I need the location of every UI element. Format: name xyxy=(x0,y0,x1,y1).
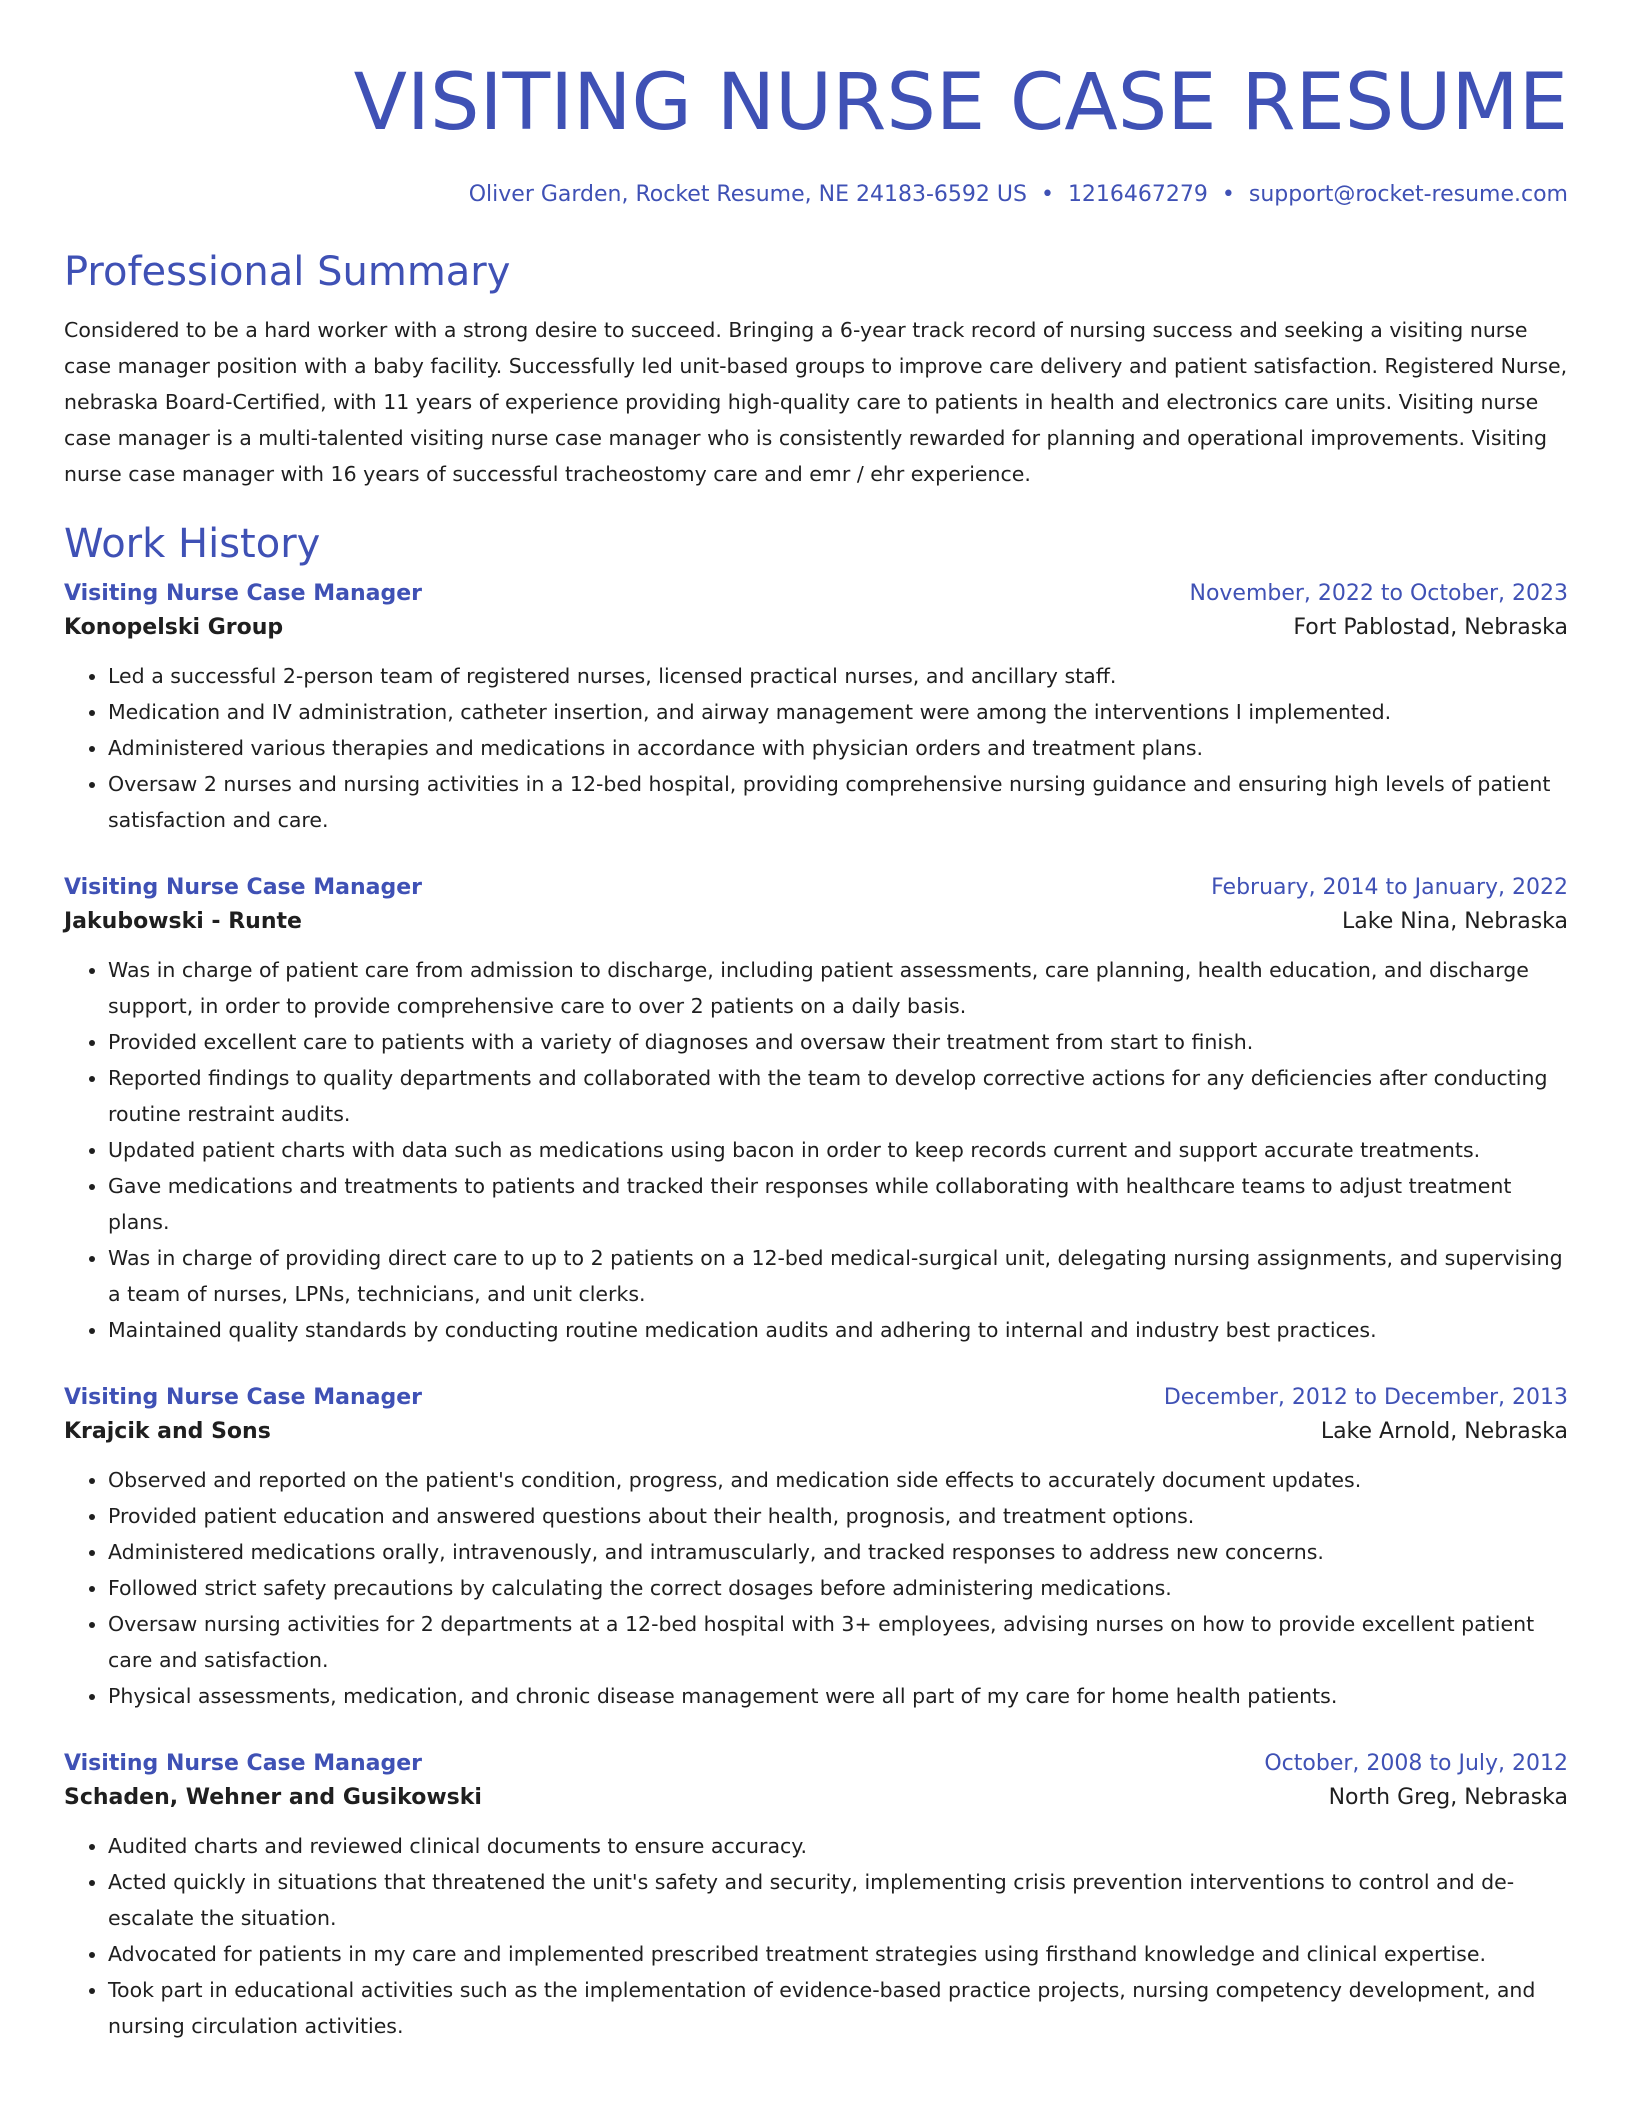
job-bullet: • Medication and IV administration, catheter insertion, and airway management were among the interventions I implemented. xyxy=(108,694,1568,730)
job-company-row xyxy=(64,1414,1568,1450)
job-bullet: • Acted quickly in situations that threatened the unit's safety and security, implementing crisis prevention interventions to control and de-escalate the situation. xyxy=(108,1864,1568,1936)
job-location: Fort Pablostad, Nebraska xyxy=(1293,615,1568,640)
job-bullet: • Advocated for patients in my care and implemented prescribed treatment strategies using firsthand knowledge and clinical expertise. xyxy=(108,1936,1568,1972)
job-entry xyxy=(64,872,1568,1348)
job-bullet: • Took part in educational activities such as the implementation of evidence-based practice projects, nursing competency development, and nursing circulation activities. xyxy=(108,1972,1568,2044)
job-bullet: • Led a successful 2-person team of registered nurses, licensed practical nurses, and ancillary staff. xyxy=(108,658,1568,694)
job-bullet: • Observed and reported on the patient's condition, progress, and medication side effects to accurately document updates. xyxy=(108,1462,1568,1498)
job-company: Krajcik and Sons xyxy=(64,1419,271,1444)
summary-heading: Professional Summary xyxy=(64,249,511,295)
job-bullet: • Reported findings to quality departments and collaborated with the team to develop corrective actions for any deficiencies after conducting routine restraint audits. xyxy=(108,1060,1568,1132)
job-bullet: • Followed strict safety precautions by calculating the correct dosages before administering medications. xyxy=(108,1570,1568,1606)
job-bullet-list xyxy=(64,1828,1568,2044)
job-bullet: • Provided patient education and answered questions about their health, prognosis, and treatment options. xyxy=(108,1498,1568,1534)
job-entry xyxy=(64,578,1568,838)
job-title-row xyxy=(64,578,1568,610)
contact-address: Oliver Garden, Rocket Resume, NE 24183-6592 US xyxy=(468,182,1027,207)
job-title-row xyxy=(64,1382,1568,1414)
job-entry xyxy=(64,1748,1568,2044)
job-bullet: • Gave medications and treatments to patients and tracked their responses while collaborating with healthcare teams to adjust treatment plans. xyxy=(108,1168,1568,1240)
job-bullet: • Oversaw nursing activities for 2 departments at a 12-bed hospital with 3+ employees, advising nurses on how to provide excellent patient care and satisfaction. xyxy=(108,1606,1568,1678)
job-dates: October, 2008 to July, 2012 xyxy=(1264,1751,1568,1776)
job-company: Schaden, Wehner and Gusikowski xyxy=(64,1785,482,1810)
job-title: Visiting Nurse Case Manager xyxy=(64,875,422,900)
job-company: Jakubowski - Runte xyxy=(64,909,302,934)
contact-separator: • xyxy=(1221,182,1235,207)
job-location: North Greg, Nebraska xyxy=(1328,1785,1568,1810)
resume-page xyxy=(64,0,1568,2044)
contact-email[interactable]: support@rocket-resume.com xyxy=(1248,182,1568,207)
job-location: Lake Arnold, Nebraska xyxy=(1320,1419,1568,1444)
job-entry xyxy=(64,1382,1568,1714)
work-history-list xyxy=(64,578,1568,2044)
job-title: Visiting Nurse Case Manager xyxy=(64,1751,422,1776)
job-bullet: • Audited charts and reviewed clinical documents to ensure accuracy. xyxy=(108,1828,1568,1864)
job-company-row xyxy=(64,1780,1568,1816)
job-bullet: • Was in charge of patient care from admission to discharge, including patient assessments, care planning, health education, and discharge support, in order to provide comprehensive care to over 2 patients on a daily basis. xyxy=(108,952,1568,1024)
job-dates: November, 2022 to October, 2023 xyxy=(1189,581,1568,606)
job-bullet: • Administered medications orally, intravenously, and intramuscularly, and tracked responses to address new concerns. xyxy=(108,1534,1568,1570)
job-bullet: • Was in charge of providing direct care to up to 2 patients on a 12-bed medical-surgical unit, delegating nursing assignments, and supervising a team of nurses, LPNs, technicians, and unit clerks. xyxy=(108,1240,1568,1312)
job-bullet: • Administered various therapies and medications in accordance with physician orders and treatment plans. xyxy=(108,730,1568,766)
job-bullet: • Provided excellent care to patients with a variety of diagnoses and oversaw their treatment from start to finish. xyxy=(108,1024,1568,1060)
contact-line xyxy=(64,180,1568,210)
job-bullet: • Maintained quality standards by conducting routine medication audits and adhering to internal and industry best practices. xyxy=(108,1312,1568,1348)
job-bullet: • Physical assessments, medication, and chronic disease management were all part of my care for home health patients. xyxy=(108,1678,1568,1714)
job-company-row xyxy=(64,610,1568,646)
job-company-row xyxy=(64,904,1568,940)
work-history-heading: Work History xyxy=(64,521,321,567)
job-bullet-list xyxy=(64,952,1568,1348)
job-dates: February, 2014 to January, 2022 xyxy=(1211,875,1568,900)
job-bullet-list xyxy=(64,1462,1568,1714)
contact-phone[interactable]: 1216467279 xyxy=(1067,182,1208,207)
job-title: Visiting Nurse Case Manager xyxy=(64,1385,422,1410)
job-title-row xyxy=(64,872,1568,904)
summary-text: Considered to be a hard worker with a strong desire to succeed. Bringing a 6-year track record of nursing success and seeking a visiting nurse case manager position with a baby facility. Successfully led unit-based groups to improve care delivery and patient satisfaction. Registered Nurse, nebraska Board-Certified, with 11 years of experience providing high-quality care to patients in health and electronics care units. Visiting nurse case manager is a multi-talented visiting nurse case manager who is consistently rewarded for planning and operational improvements. Visiting nurse case manager with 16 years of successful tracheostomy care and emr / ehr experience. xyxy=(64,318,1568,486)
resume-title: VISITING NURSE CASE RESUME xyxy=(353,58,1568,148)
job-title-row xyxy=(64,1748,1568,1780)
job-company: Konopelski Group xyxy=(64,615,284,640)
job-location: Lake Nina, Nebraska xyxy=(1342,909,1568,934)
job-bullet-list xyxy=(64,658,1568,838)
job-dates: December, 2012 to December, 2013 xyxy=(1163,1385,1568,1410)
contact-separator: • xyxy=(1040,182,1054,207)
job-title: Visiting Nurse Case Manager xyxy=(64,581,422,606)
job-bullet: • Oversaw 2 nurses and nursing activities in a 12-bed hospital, providing comprehensive nursing guidance and ensuring high levels of patient satisfaction and care. xyxy=(108,766,1568,838)
job-bullet: • Updated patient charts with data such as medications using bacon in order to keep records current and support accurate treatments. xyxy=(108,1132,1568,1168)
